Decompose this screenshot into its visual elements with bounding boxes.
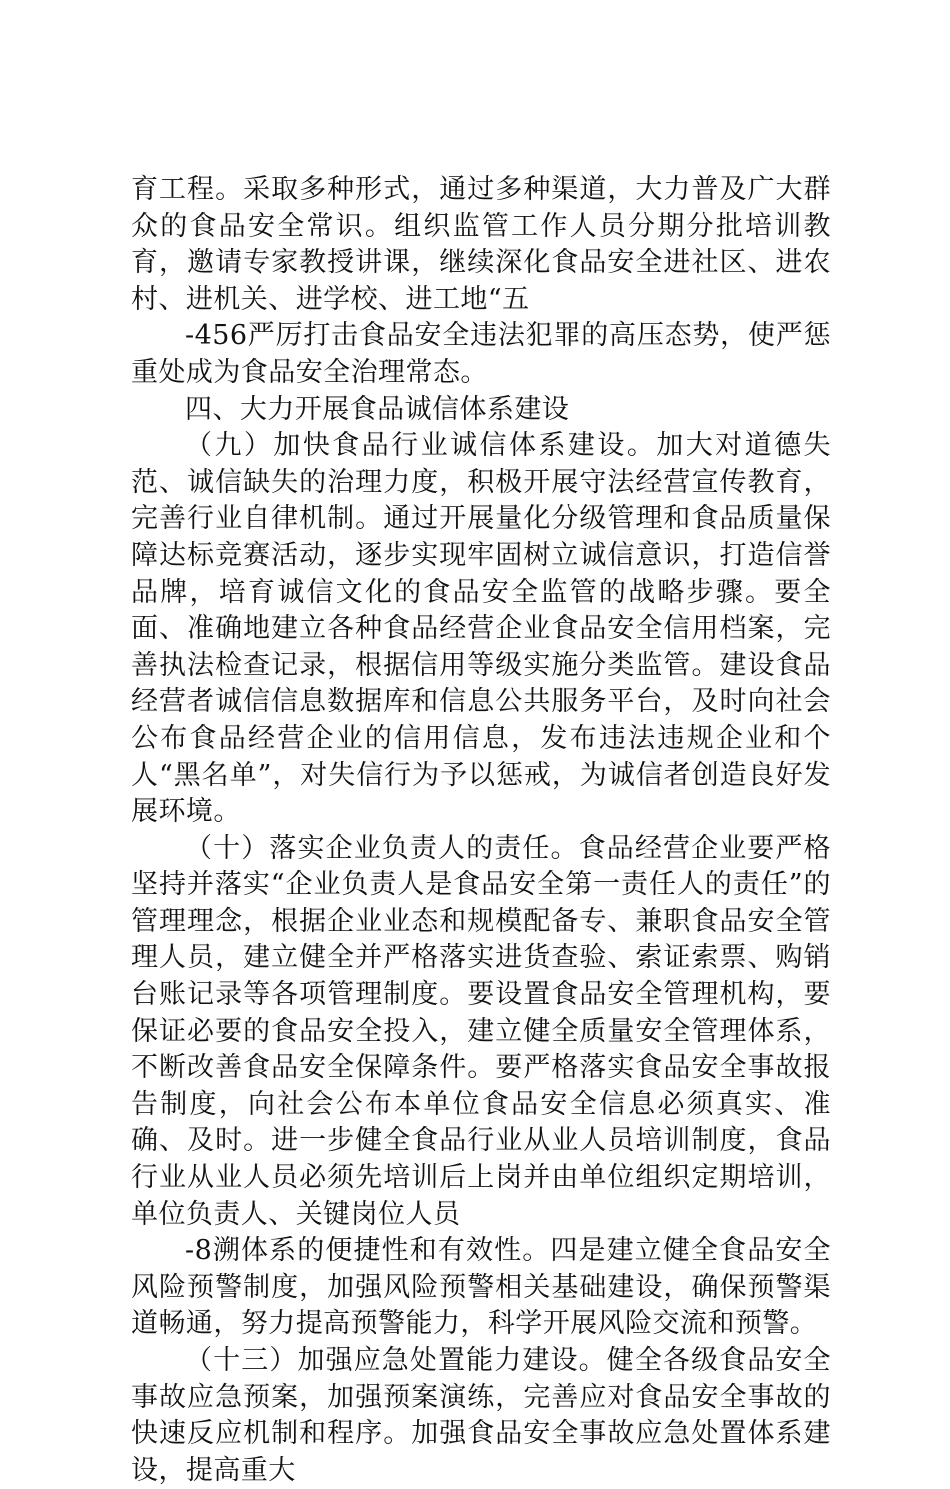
paragraph-item-ten: （十）落实企业负责人的责任。食品经营企业要严格坚持并落实“企业负责人是食品安全第一责任人的责任”的管理理念，根据企业业态和规模配备专、兼职食品安全管理人员，建立健全并严格落实进货查验、索证索票、购销台账记录等各项管理制度。要设置食品安全管理机构，要保证必要的食品安全投入，建立健全质量安全管理体系，不断改善食品安全保障条件。要严格落实食品安全事故报告制度，向社会公布本单位食品安全信息必须真实、准确、及时。进一步健全食品行业从业人员培训制度，食品行业从业人员必须先培训后上岗并由单位组织定期培训，单位负责人、关键岗位人员 [131, 832, 831, 1230]
paragraph-crackdown: -456严厉打击食品安全违法犯罪的高压态势，使严惩重处成为食品安全治理常态。 [131, 320, 831, 388]
document-page [131, 172, 831, 1489]
paragraph-traceability: -8溯体系的便捷性和有效性。四是建立健全食品安全风险预警制度，加强风险预警相关基础建设，确保预警渠道畅通，努力提高预警能力，科学开展风险交流和预警。 [131, 1235, 831, 1340]
paragraph-item-thirteen: （十三）加强应急处置能力建设。健全各级食品安全事故应急预案，加强预案演练，完善应对食品安全事故的快速反应机制和程序。加强食品安全事故应急处置体系建设，提高重大 [131, 1345, 831, 1486]
section-heading-integrity-system: 四、大力开展食品诚信体系建设 [185, 393, 570, 425]
paragraph-item-nine: （九）加快食品行业诚信体系建设。加大对道德失范、诚信缺失的治理力度，积极开展守法经营宣传教育，完善行业自律机制。通过开展量化分级管理和食品质量保障达标竞赛活动，逐步实现牢固树立诚信意识，打造信誉品牌，培育诚信文化的食品安全监管的战略步骤。要全面、准确地建立各种食品经营企业食品安全信用档案，完善执法检查记录，根据信用等级实施分类监管。建设食品经营者诚信信息数据库和信息公共服务平台，及时向社会公布食品经营企业的信用信息，发布违法违规企业和个人“黑名单”，对失信行为予以惩戒，为诚信者创造良好发展环境。 [131, 430, 831, 828]
paragraph-continuation: 育工程。采取多种形式，通过多种渠道，大力普及广大群众的食品安全常识。组织监管工作人员分期分批培训教育，邀请专家教授讲课，继续深化食品安全进社区、进农村、进机关、进学校、进工地“五 [131, 174, 831, 315]
